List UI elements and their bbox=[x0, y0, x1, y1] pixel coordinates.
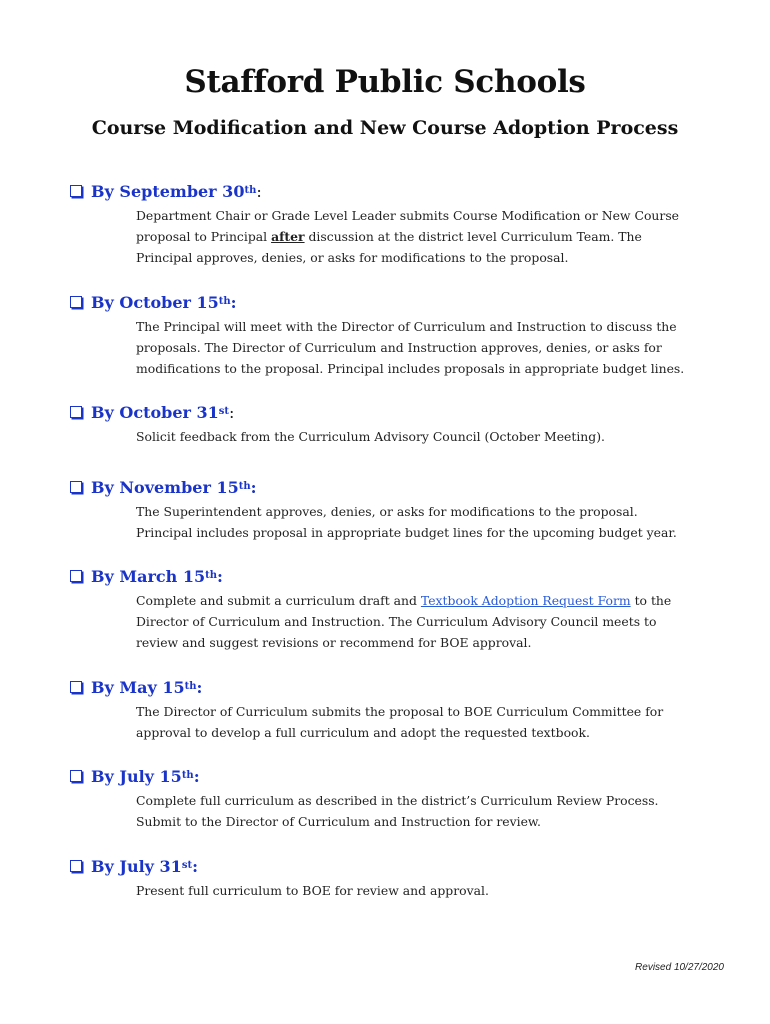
step-date: By March 15 bbox=[91, 566, 206, 586]
step-date: By July 31 bbox=[91, 856, 182, 876]
step-colon: : bbox=[256, 181, 262, 201]
step-colon: : bbox=[192, 856, 198, 876]
step-heading: By May 15 th : bbox=[70, 676, 720, 698]
step-may-15 bbox=[70, 676, 720, 743]
step-march-15 bbox=[70, 565, 720, 653]
step-colon: : bbox=[217, 566, 223, 586]
step-heading: By October 15 th : bbox=[70, 291, 720, 313]
step-heading: By March 15 th : bbox=[70, 565, 720, 587]
checkbox-icon bbox=[70, 681, 82, 693]
checkbox-icon bbox=[70, 770, 82, 782]
step-date: By October 31 bbox=[91, 402, 219, 422]
page-title: Stafford Public Schools bbox=[184, 64, 586, 100]
checkbox-icon bbox=[70, 860, 82, 872]
step-text: Department Chair or Grade Level Leader submits Course Modification or New Course proposal to Principal bbox=[136, 208, 680, 244]
page-subtitle: Course Modification and New Course Adoption Process bbox=[91, 117, 679, 139]
checkbox-icon bbox=[70, 296, 82, 308]
step-heading: By November 15 th : bbox=[70, 476, 720, 498]
step-heading: By July 31 st : bbox=[70, 855, 720, 877]
textbook-adoption-request-form-link[interactable]: Textbook Adoption Request Form bbox=[420, 593, 631, 608]
step-description bbox=[136, 205, 696, 268]
step-text: discussion at the district level Curriculum Team. The Principal approves, denies, or asks for modifications to the proposal. bbox=[136, 229, 642, 265]
checkbox-icon bbox=[70, 185, 82, 197]
step-description: The Superintendent approves, denies, or asks for modifications to the proposal. Principal includes proposal in appropriate budget lines for the upcoming budget year. bbox=[136, 504, 677, 540]
step-july-31 bbox=[70, 855, 720, 901]
step-colon: : bbox=[230, 292, 237, 312]
step-october-15 bbox=[70, 291, 720, 379]
emphasis-after: after bbox=[271, 229, 305, 244]
step-colon: : bbox=[193, 766, 200, 786]
checkbox-icon bbox=[70, 481, 82, 493]
step-colon: : bbox=[229, 402, 235, 422]
step-heading: By July 15 th : bbox=[70, 765, 720, 787]
step-description: Solicit feedback from the Curriculum Advisory Council (October Meeting). bbox=[136, 429, 605, 444]
step-september-30 bbox=[70, 180, 720, 268]
step-date: By May 15 bbox=[91, 677, 185, 697]
step-date: By July 15 bbox=[91, 766, 182, 786]
step-october-31 bbox=[70, 401, 720, 447]
step-text: to the Director of Curriculum and Instruction. The Curriculum Advisory Council meets to review and suggest revisions or recommend for BOE approval. bbox=[136, 593, 672, 650]
step-date: By November 15 bbox=[91, 477, 239, 497]
checkbox-icon bbox=[70, 406, 82, 418]
step-colon: : bbox=[196, 677, 203, 697]
step-description: Present full curriculum to BOE for review and approval. bbox=[136, 883, 489, 898]
step-text: Complete and submit a curriculum draft and bbox=[136, 593, 421, 608]
step-description bbox=[136, 590, 696, 653]
step-date: By September 30 bbox=[91, 181, 245, 201]
step-description: Complete full curriculum as described in the district’s Curriculum Review Process. Submit to the Director of Curriculum and Instruction for review. bbox=[136, 793, 659, 829]
revised-date: Revised 10/27/2020 bbox=[635, 962, 724, 973]
step-heading: By September 30 th : bbox=[70, 180, 720, 202]
step-colon: : bbox=[250, 477, 257, 497]
step-description: The Principal will meet with the Director of Curriculum and Instruction to discuss the proposals. The Director of Curriculum and Instruction approves, denies, or asks for modifications to the proposal. Principal includes proposals in appropriate budget lines. bbox=[136, 319, 685, 376]
step-heading: By October 31 st : bbox=[70, 401, 720, 423]
step-july-15 bbox=[70, 765, 720, 832]
step-date: By October 15 bbox=[91, 292, 219, 312]
checkbox-icon bbox=[70, 570, 82, 582]
step-november-15 bbox=[70, 476, 720, 543]
step-description: The Director of Curriculum submits the proposal to BOE Curriculum Committee for approval to develop a full curriculum and adopt the requested textbook. bbox=[136, 704, 664, 740]
